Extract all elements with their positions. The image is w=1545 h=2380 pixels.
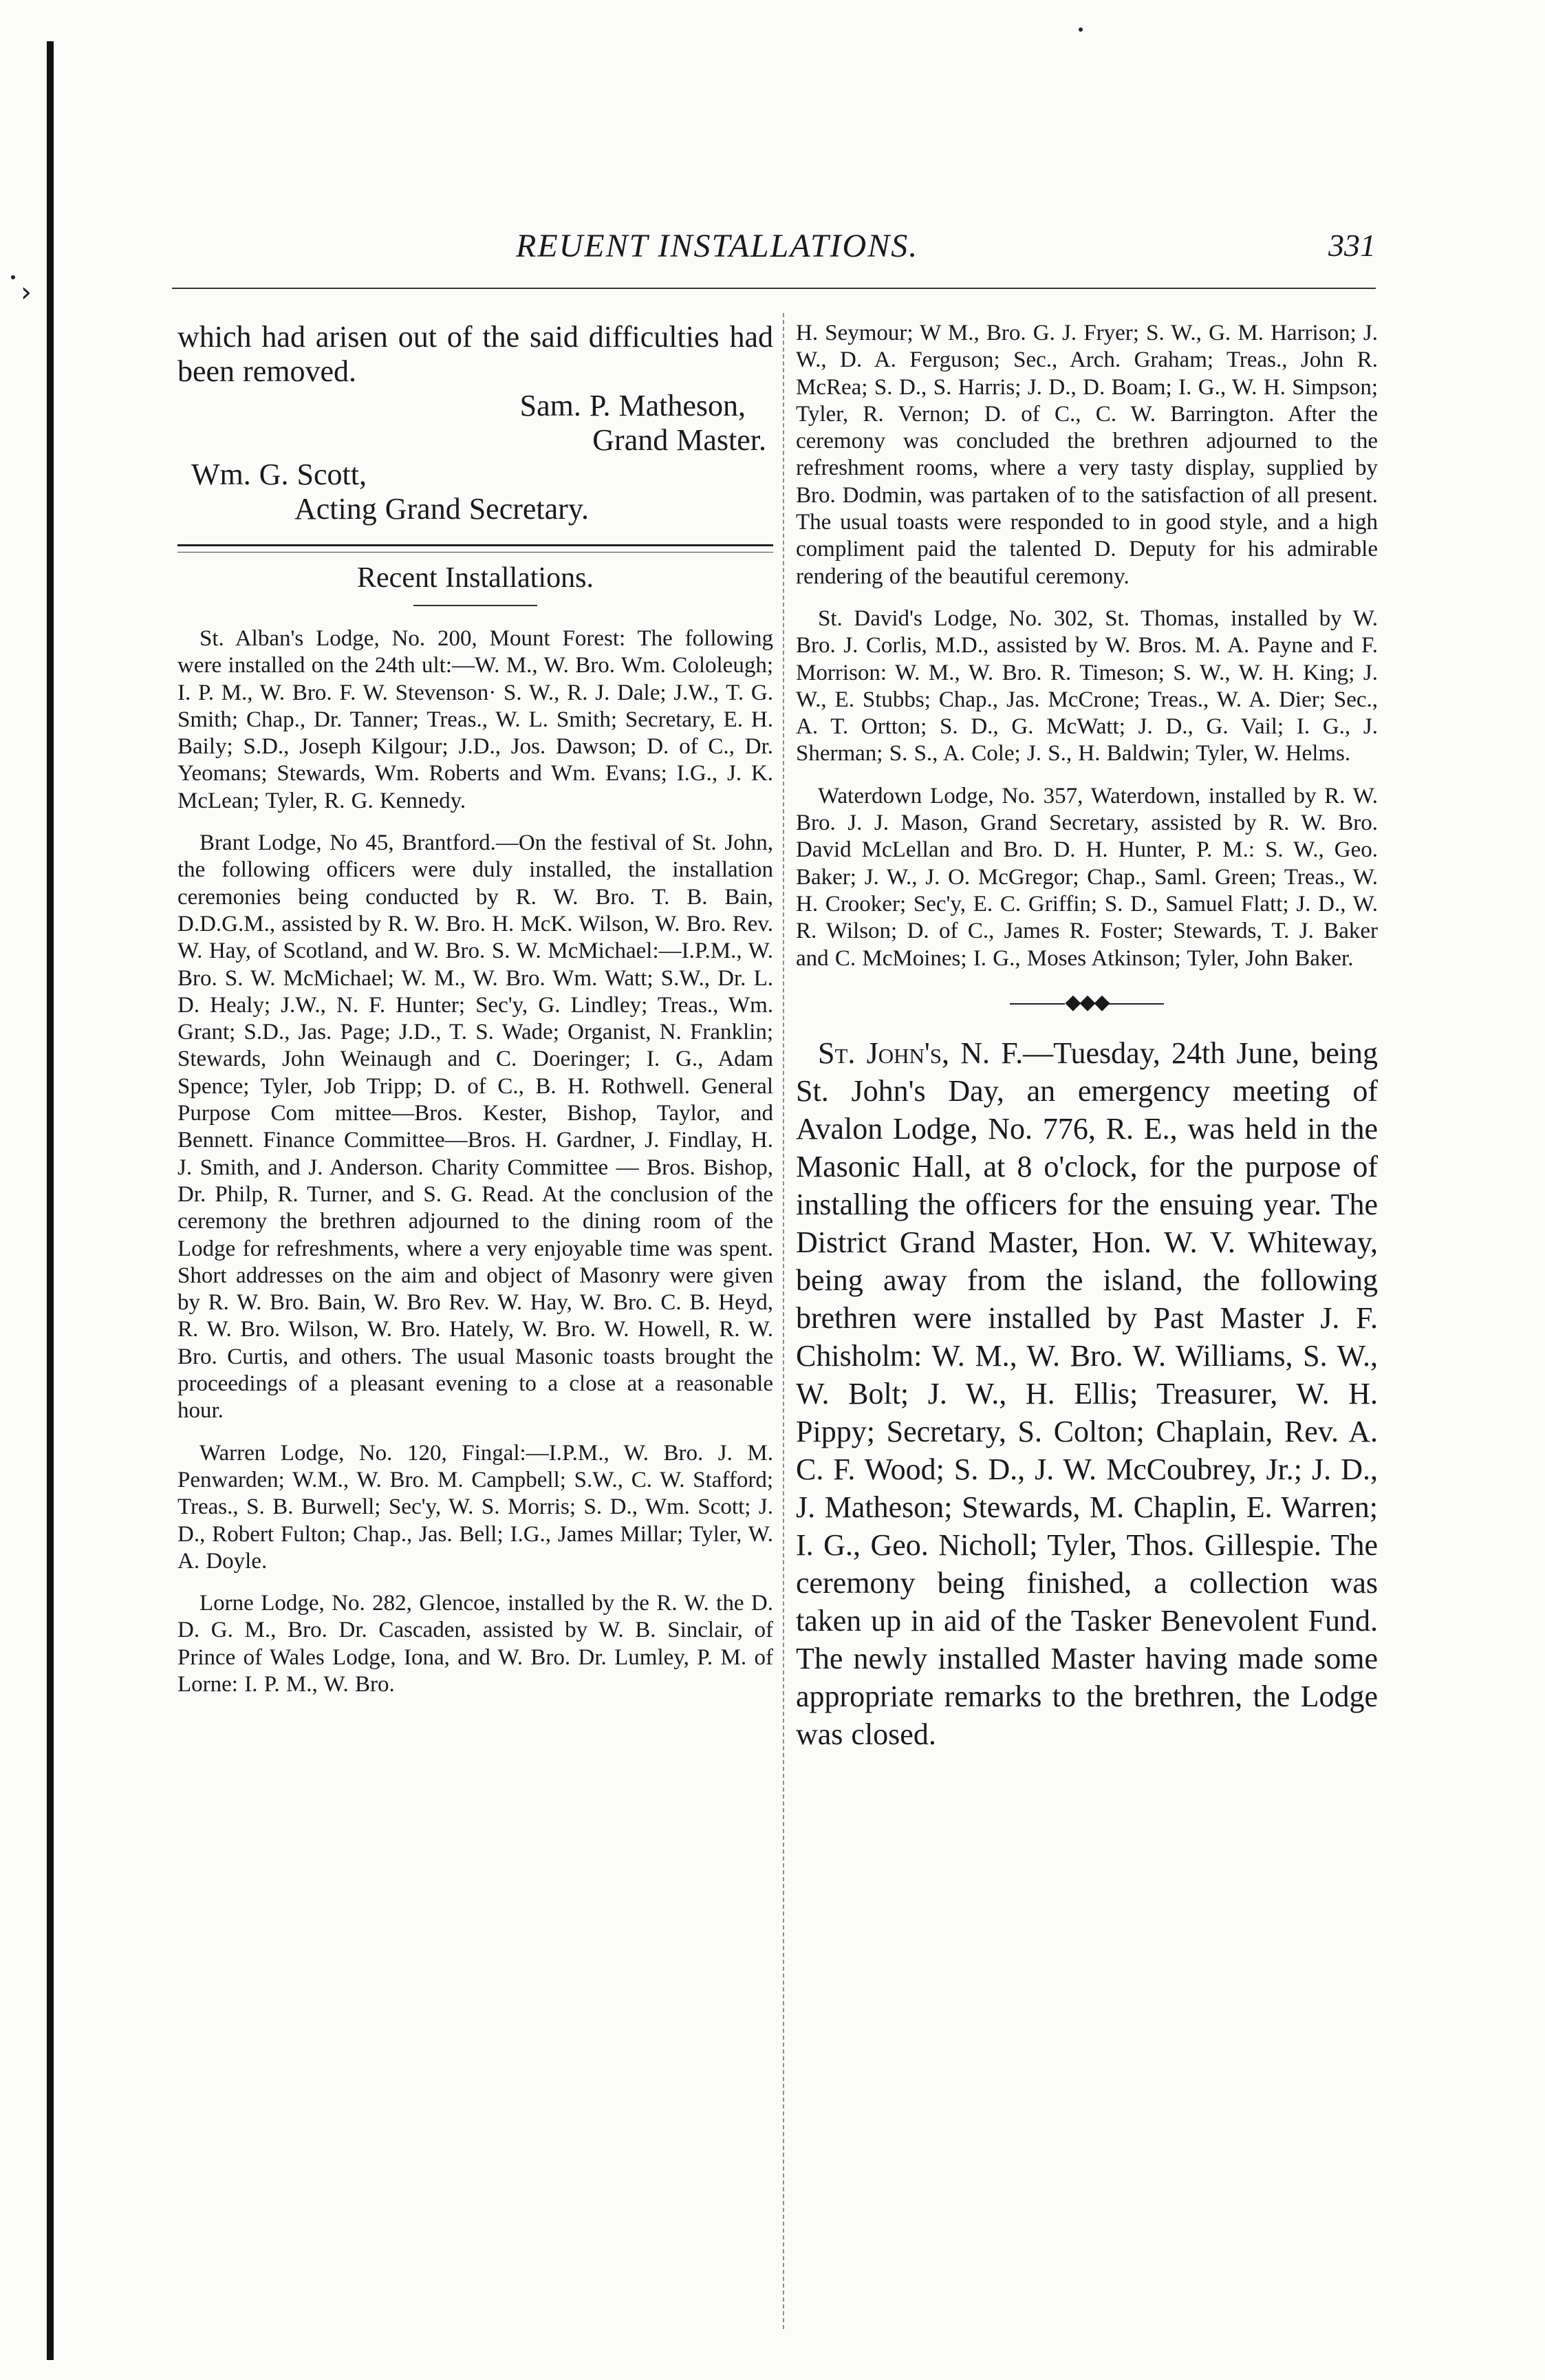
left-column	[177, 320, 773, 1698]
section-heading: Recent Installations.	[357, 562, 594, 594]
section-rule	[177, 544, 773, 553]
lodge-entry-lorne: Lorne Lodge, No. 282, Glencoe, installed by the R. W. the D. D. G. M., Bro. Dr. Cascaden, assisted by W. B. Sinclair, of Prince of Wales Lodge, Iona, and W. Bro. Dr. Lumley, P. M. of Lorne: I. P. M., W. Bro.	[177, 1591, 773, 1697]
running-title: REUENT INSTALLATIONS.	[516, 228, 919, 264]
lodge-entry-st-albans: St. Alban's Lodge, No. 200, Mount Forest: The following were installed on the 24th ult:—W. M., W. Bro. Wm. Cololeugh; I. P. M., W. Bro. F. W. Stevenson· S. W., R. J. Dale; J.W., T. G. Smith; Chap., Dr. Tanner; Treas., W. L. Smith; Secretary, E. H. Baily; S.D., Joseph Kilgour; J.D., Jos. Dawson; D. of C., Dr. Yeomans; Stewards, Wm. Roberts and Wm. Evans; I.G., J. K. McLean; Tyler, R. G. Kennedy.	[177, 626, 773, 813]
signature-title: Grand Master.	[592, 423, 766, 457]
lodge-entry-st-davids: St. David's Lodge, No. 302, St. Thomas, installed by W. Bro. J. Corlis, M.D., assisted by W. Bros. M. A. Payne and F. Morrison: W. M., W. Bro. R. Timeson; S. W., W. H. King; J. W., E. Stubbs; Chap., Jas. McCrone; Treas., W. A. Dier; Sec., A. T. Ortton; S. D., G. McWatt; J. D., G. Vail; I. G., J. Sherman; S. S., A. Cole; J. S., H. Baldwin; Tyler, W. Helms.	[796, 605, 1378, 766]
lodge-entry-brant: Brant Lodge, No 45, Brantford.—On the festival of St. John, the following officers were duly installed, the installation ceremonies being conducted by R. W. Bro. T. B. Bain, D.D.G.M., assisted by R. W. Bro. H. McK. Wilson, W. Bro. Rev. W. Hay, of Scotland, and W. Bro. S. W. McMichael:—I.P.M., W. Bro. S. W. McMichael; W. M., W. Bro. Wm. Watt; S.W., Dr. L. D. Healy; J.W., N. F. Hunter; Sec'y, G. Lindley; Treas., Wm. Grant; S.D., Jas. Page; J.D., T. S. Wade; Organist, N. Franklin; Stewards, John Weinaugh and C. Doeringer; I. G., Adam Spence; Tyler, Job Tripp; D. of C., B. H. Rothwell. General Purpose Com mittee—Bros. Kester, Bishop, Taylor, and Bennett. Finance Committee—Bros. H. Gardner, J. Findlay, H. J. Smith, and J. Anderson. Charity Committee — Bros. Bishop, Dr. Philp, R. Turner, and S. G. Read. At the conclusion of the ceremony the brethren adjourned to the dining room of the Lodge for refreshments, where a very enjoyable time was spent. Short addresses on the aim and object of Masonry were given by R. W. Bro. Bain, W. Bro Rev. W. Hay, W. Bro. C. B. Heyd, R. W. Bro. Wilson, W. Bro. Hately, W. Bro. W. Howell, R. W. Bro. Curtis, and others. The usual Masonic toasts brought the proceedings of a pleasant evening to a close at a reasonable hour.	[177, 830, 773, 1424]
running-head	[165, 227, 1376, 275]
signature-name: Wm. G. Scott,	[191, 458, 367, 491]
signature-name: Sam. P. Matheson,	[519, 389, 746, 422]
st-johns-body: —Tuesday, 24th June, being St. John's Day, an emergency meeting of Avalon Lodge, No. 776, R. E., was held in the Masonic Hall, at 8 o'clock, for the purpose of installing the officers for the ensuing year. The District Grand Master, Hon. W. V. Whiteway, being away from the island, the following brethren were installed by Past Master J. F. Chisholm: W. M., W. Bro. W. Williams, S. W., W. Bolt; J. W., H. Ellis; Treasurer, W. H. Pippy; Secretary, S. Colton; Chaplain, Rev. A. C. F. Wood; S. D., J. W. McCoubrey, Jr.; J. D., J. Matheson; Stewards, M. Chaplin, E. Warren; I. G., Geo. Nicholl; Tyler, Thos. Gillespie. The ceremony being finished, a collection was taken up in aid of the Tasker Benevolent Fund. The newly installed Master having made some appropriate remarks to the brethren, the Lodge was closed.	[796, 1036, 1378, 1751]
heading-underline	[413, 605, 537, 606]
scan-speck	[1079, 28, 1083, 32]
st-johns-report	[796, 1034, 1378, 1753]
header-rule	[172, 288, 1376, 289]
lodge-entry-warren: Warren Lodge, No. 120, Fingal:—I.P.M., W. Bro. J. M. Penwarden; W.M., W. Bro. M. Campbell; S.W., C. W. Stafford; Treas., S. B. Burwell; Sec'y, W. S. Morris; S. D., Wm. Scott; J. D., Robert Fulton; Chap., Jas. Bell; I.G., James Millar; Tyler, W. A. Doyle.	[177, 1440, 773, 1574]
lodge-entry-waterdown: Waterdown Lodge, No. 357, Waterdown, installed by R. W. Bro. J. J. Mason, Grand Secretary, assisted by R. W. Bro. David McLellan and Bro. D. H. Hunter, P. M.: S. W., Geo. Baker; J. W., J. O. McGregor; Chap., Saml. Green; Treas., W. H. Crooker; Sec'y, E. C. Griffin; S. D., Samuel Flatt; J. D., W. R. Wilson; D. of C., James R. Foster; Stewards, T. J. Baker and C. McMoines; I. G., Moses Atkinson; Tyler, John Baker.	[796, 783, 1378, 971]
page-number: 331	[1328, 228, 1376, 263]
opening-paragraph: which had arisen out of the said difficulties had been removed.	[177, 320, 773, 388]
st-johns-lead: St. John's, N. F.	[818, 1036, 1024, 1070]
lorne-continuation: H. Seymour; W M., Bro. G. J. Fryer; S. W., G. M. Harrison; J. W., D. A. Ferguson; Sec., Arch. Graham; Treas., John R. McRea; S. D., S. Harris; J. D., D. Boam; I. G., W. H. Simpson; Tyler, R. Vernon; D. of C., C. W. Barrington. After the ceremony was concluded the brethren adjourned to the refreshment rooms, where a very tasty display, supplied by Bro. Dodmin, was partaken of to the satisfaction of all present. The usual toasts were responded to in good style, and a high compliment paid the talented D. Deputy for his admirable rendering of the beautiful ceremony.	[796, 321, 1378, 589]
right-column	[796, 320, 1378, 1753]
signature-title: Acting Grand Secretary.	[294, 492, 589, 526]
scan-speck	[11, 275, 15, 279]
ornament-divider: ◆◆◆	[796, 989, 1378, 1016]
scan-edge-strip	[47, 41, 54, 2360]
scan-edge-mark: ›	[21, 277, 32, 308]
column-divider	[783, 313, 784, 2329]
